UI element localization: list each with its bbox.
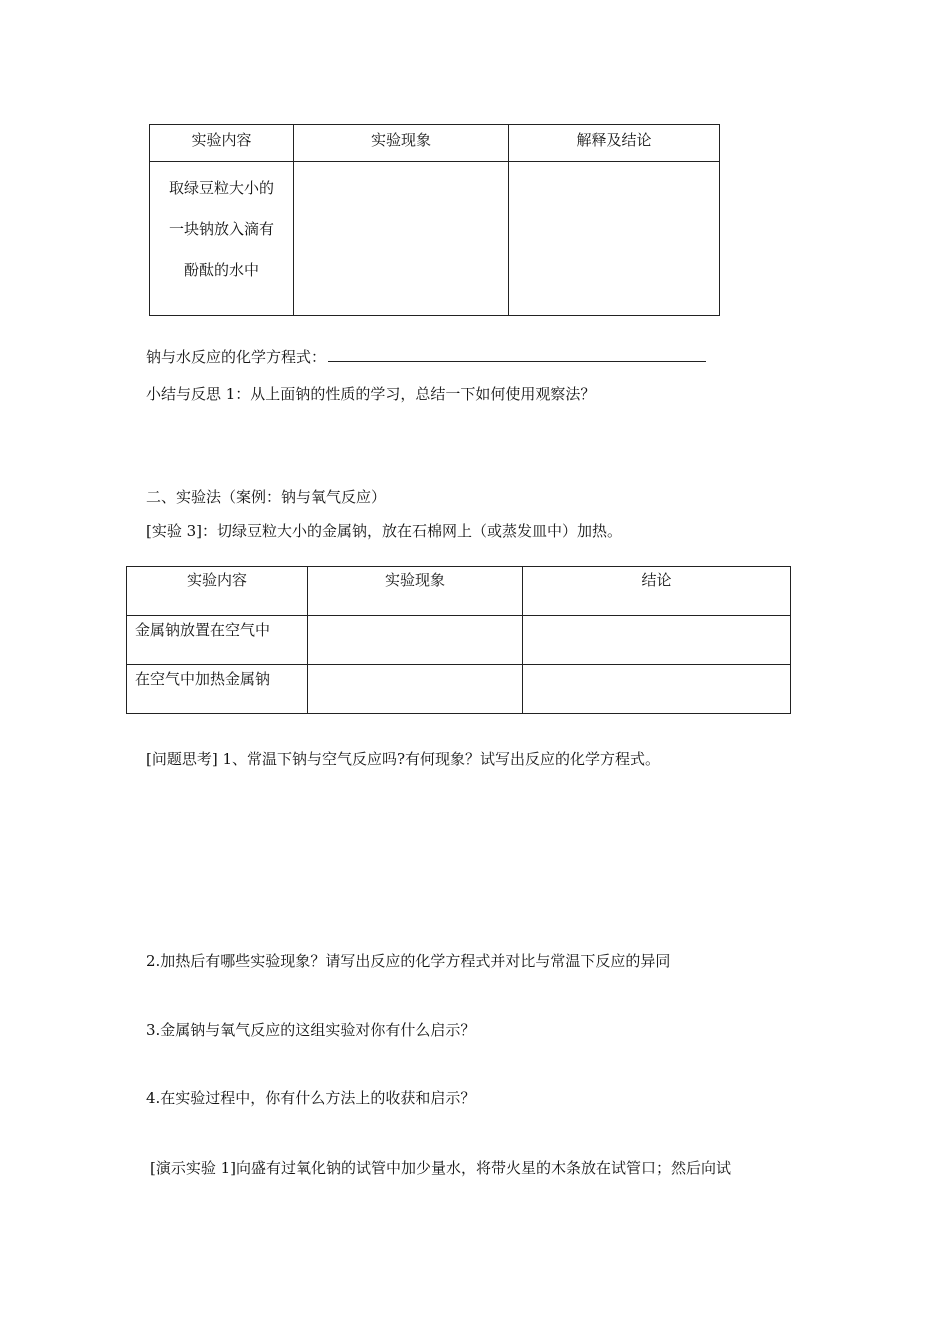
reflection-1: 小结与反思 1：从上面钠的性质的学习，总结一下如何使用观察法？ [146, 385, 596, 403]
table-row [150, 162, 720, 316]
phenomenon-cell[interactable] [308, 616, 523, 665]
experiment-table-2 [126, 566, 791, 714]
phenomenon-cell[interactable] [294, 162, 509, 316]
section-2-title: 二、实验法（案例：钠与氧气反应） [146, 488, 387, 506]
question-4: 4.在实验过程中，你有什么方法上的收获和启示？ [146, 1089, 476, 1107]
table-row [127, 665, 791, 714]
content-cell: 在空气中加热金属钠 [127, 665, 308, 714]
header-cell: 结论 [523, 567, 791, 616]
content-line: 取绿豆粒大小的 [168, 179, 274, 197]
header-cell: 实验现象 [294, 125, 509, 162]
content-cell [150, 162, 294, 316]
experiment-table-1 [149, 124, 720, 316]
content-cell: 金属钠放置在空气中 [127, 616, 308, 665]
table-header-row [127, 567, 791, 616]
question-3: 3.金属钠与氧气反应的这组实验对你有什么启示？ [146, 1021, 476, 1039]
header-cell: 实验现象 [308, 567, 523, 616]
equation-line [146, 346, 706, 367]
equation-prompt: 钠与水反应的化学方程式： [146, 348, 327, 366]
phenomenon-cell[interactable] [308, 665, 523, 714]
header-cell: 实验内容 [150, 125, 294, 162]
content-line: 酚酞的水中 [183, 261, 259, 279]
question-1: [问题思考] 1、常温下钠与空气反应吗?有何现象？试写出反应的化学方程式。 [146, 750, 661, 768]
header-cell: 实验内容 [127, 567, 308, 616]
demo-experiment-1: [演示实验 1]向盛有过氧化钠的试管中加少量水，将带火星的木条放在试管口；然后向试 [150, 1159, 732, 1177]
header-cell: 解释及结论 [509, 125, 720, 162]
conclusion-cell[interactable] [509, 162, 720, 316]
table-row [127, 616, 791, 665]
equation-blank[interactable] [328, 347, 706, 362]
experiment-3-text: [实验 3]：切绿豆粒大小的金属钠，放在石棉网上（或蒸发皿中）加热。 [146, 522, 623, 540]
conclusion-cell[interactable] [523, 665, 791, 714]
table-header-row [150, 125, 720, 162]
question-2: 2.加热后有哪些实验现象？请写出反应的化学方程式并对比与常温下反应的异同 [146, 952, 671, 970]
content-line: 一块钠放入滴有 [168, 220, 274, 238]
conclusion-cell[interactable] [523, 616, 791, 665]
